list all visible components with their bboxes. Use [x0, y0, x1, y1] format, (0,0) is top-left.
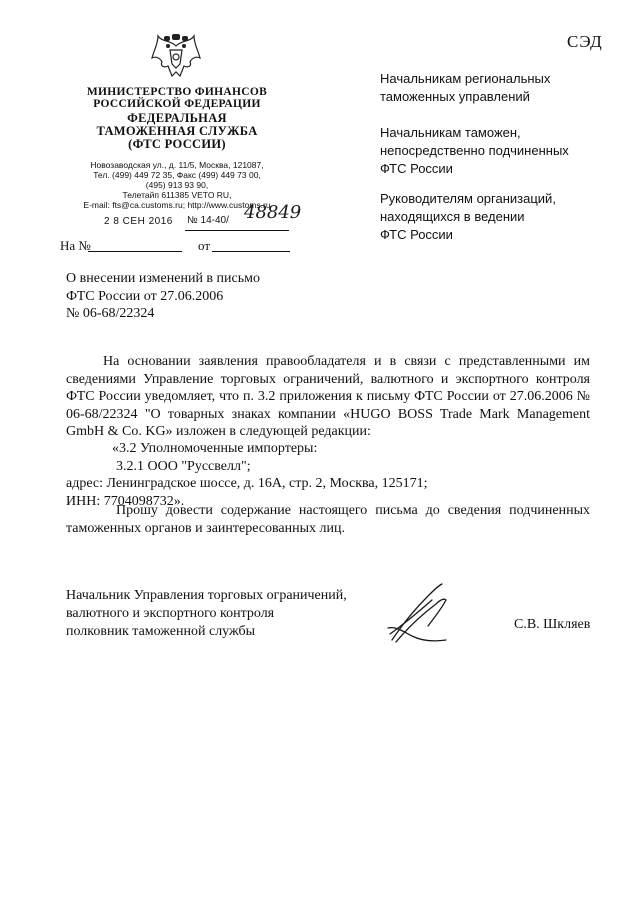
quoted-item-importer: 3.2.1 ООО "Руссвелл"; [116, 459, 251, 474]
service-line: ТАМОЖЕННАЯ СЛУЖБА [96, 124, 258, 138]
signer-title [66, 587, 347, 641]
service-line: ФЕДЕРАЛЬНАЯ [127, 111, 227, 125]
reply-to-date-label: от [198, 238, 211, 253]
addressee-customs [380, 124, 610, 178]
coat-of-arms-emblem [150, 32, 202, 82]
addressee-line: Руководителям организаций, [380, 191, 556, 206]
service-line: (ФТС РОССИИ) [128, 137, 226, 151]
ministry-name [60, 86, 294, 110]
reply-to-number-label: На № [60, 238, 91, 253]
handwritten-signature [386, 582, 458, 646]
addressee-line: ФТС России [380, 161, 453, 176]
addressee-regional [380, 70, 610, 106]
registration-number-handwritten: 48849 [244, 202, 302, 223]
quoted-item-inn: ИНН: 7704098732». [66, 494, 185, 509]
subject-line: № 06-68/22324 [66, 306, 155, 321]
addressee-line: ФТС России [380, 227, 453, 242]
ministry-line: РОССИЙСКОЙ ФЕДЕРАЦИИ [93, 98, 261, 110]
signer-title-line: валютного и экспортного контроля [66, 606, 275, 621]
document-code: СЭД [567, 32, 603, 51]
reply-to-date-line [212, 251, 290, 252]
address-line: Телетайп 611385 VETO RU, [122, 190, 232, 200]
addressee-line: Начальникам таможен, [380, 125, 521, 140]
registration-date-stamp: 2 8 СЕН 2016 [104, 216, 173, 227]
service-name [60, 112, 294, 151]
addressee-line: непосредственно подчиненных [380, 143, 569, 158]
subject-line: О внесении изменений в письмо [66, 271, 260, 286]
address-line: Новозаводская ул., д. 11/5, Москва, 121087, [90, 160, 264, 170]
ministry-line: МИНИСТЕРСТВО ФИНАНСОВ [86, 86, 268, 98]
registration-number-underline [185, 230, 289, 231]
quoted-item-heading: «3.2 Уполномоченные импортеры: [112, 441, 318, 456]
signer-title-line: полковник таможенной службы [66, 624, 256, 639]
addressee-line: Начальникам региональных [380, 71, 551, 86]
addressee-organizations [380, 190, 610, 244]
address-line: (495) 913 93 90, [145, 180, 209, 190]
registration-number-prefix: № 14-40/ [187, 215, 229, 226]
letter-subject [66, 270, 260, 323]
quoted-item-address: адрес: Ленинградское шоссе, д. 16А, стр. 2, Москва, 125171; [66, 476, 428, 491]
address-line: E-mail: fts@ca.customs.ru; http://www.customs.ru [83, 200, 271, 210]
signer-title-line: Начальник Управления торговых ограничений, [66, 588, 347, 603]
signer-name: С.В. Шкляев [514, 617, 591, 632]
address-line: Тел. (499) 449 72 35, Факс (499) 449 73 00, [93, 170, 261, 180]
body-paragraph-request: Прошу довести содержание настоящего письма до сведения подчиненных таможенных органов и заинтересованных лиц. [66, 503, 590, 536]
subject-line: ФТС России от 27.06.2006 [66, 288, 224, 304]
reply-to-number-line [88, 251, 182, 252]
addressee-line: находящихся в ведении [380, 209, 525, 224]
body-paragraph-main: На основании заявления правообладателя и в связи с представленными им сведениями Управление торговых ограничений, валютного и экспортного контроля ФТС России уведомляет, что п. 3.2 приложения к письму ФТС России от 27.06.2006 № 06-68/22324 "О товарных знаках компании «HUGO BOSS Trade Mark Management GmbH & Co. KG» изложен в следующей редакции: [66, 354, 590, 439]
addressee-line: таможенных управлений [380, 89, 530, 104]
